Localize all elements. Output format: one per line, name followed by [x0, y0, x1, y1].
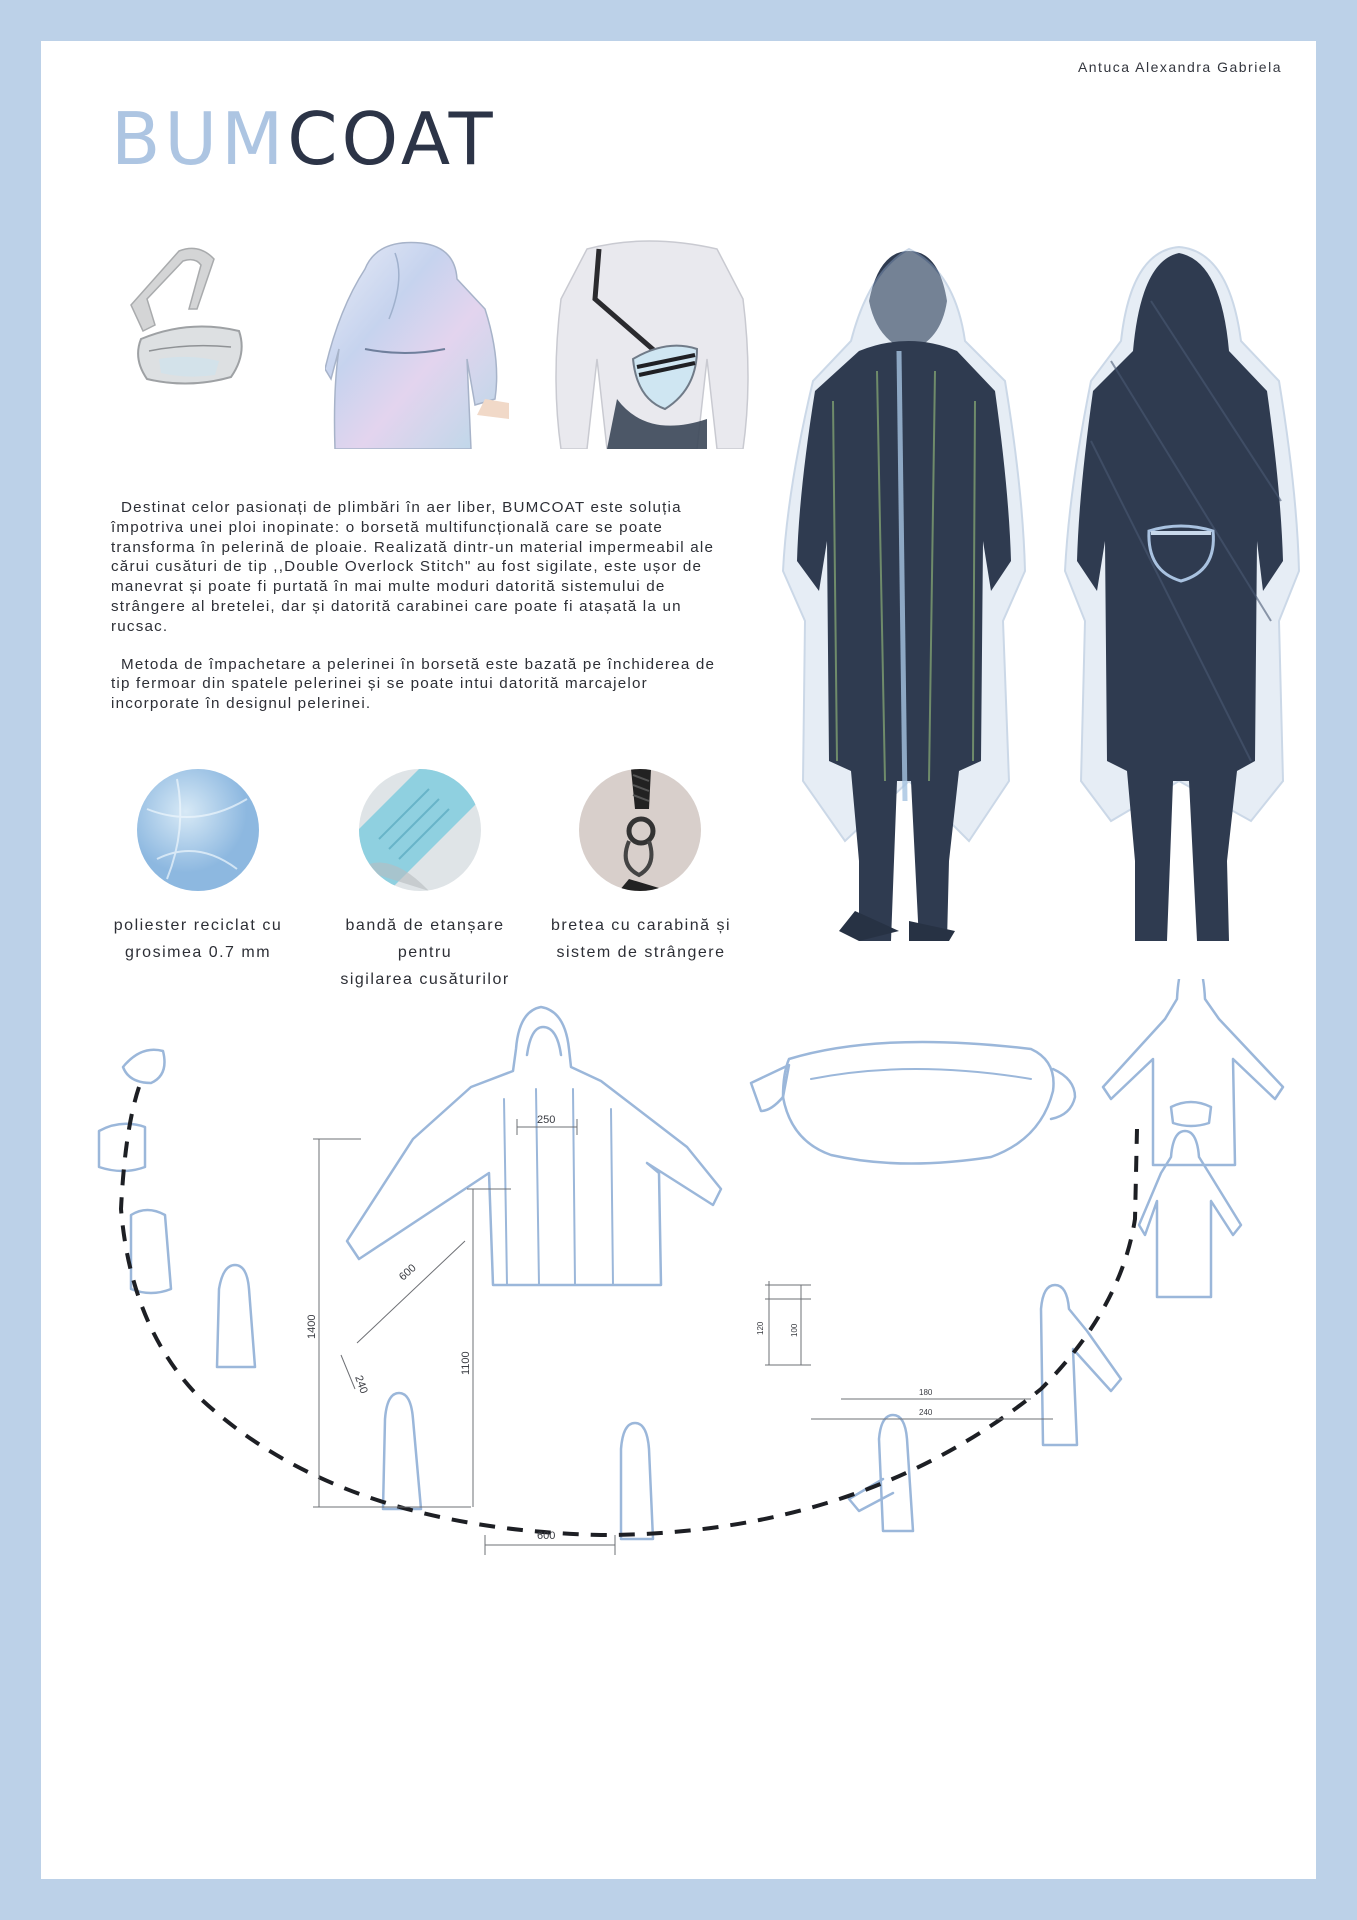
- description-paragraph-1: Destinat celor pasionați de plimbări în aer liber, BUMCOAT este soluția împotriva unei ploi inopinate: o borsetă multifuncțională care se poate transforma în pelerină de ploaie. Realizată dintr-un material impermeabil ale cărui cusături de tip ,,Double Overlock Stitch" au fost sigilate, este ușor de manevrat și poate fi purtată în mai multe moduri datorită sistemului de strângere al bretelei, dar și datorită carabinei care poate fi atașată la un rucsac.: [111, 499, 715, 635]
- bag-dim-height: 120: [756, 1321, 765, 1335]
- material-caption-1: poliester reciclat cu grosimea 0.7 mm: [113, 917, 283, 961]
- dim-width: 600: [537, 1530, 556, 1542]
- material-caption-2: bandă de etanșare pentru sigilarea cusăturilor: [340, 917, 510, 988]
- pack-step-2: [99, 1124, 145, 1171]
- bag-photo: [119, 239, 259, 449]
- material-polyester-swatch: [137, 769, 259, 891]
- raincoat-photo: [325, 239, 511, 449]
- pack-step-6: [621, 1423, 653, 1539]
- technical-diagram: [41, 979, 1316, 1879]
- dim-height: 1400: [306, 1314, 318, 1339]
- packing-sequence-arc: [121, 1087, 1137, 1535]
- description-paragraph-2: Metoda de împachetare a pelerinei în borsetă este bazată pe închiderea de tip fermoar din spatele pelerinei și se poate intui datorită marcajelor incorporate în designul pelerinei.: [111, 655, 716, 713]
- poster-sheet: [41, 41, 1316, 1879]
- pack-step-3: [131, 1210, 171, 1293]
- pack-step-8: [1041, 1285, 1121, 1445]
- page-title: [111, 97, 497, 181]
- strap-carabiner-swatch: [579, 769, 701, 891]
- title-part-bum: BUM: [111, 97, 288, 181]
- coat-outline: [347, 1007, 721, 1285]
- pack-step-5: [383, 1393, 421, 1509]
- title-part-coat: COAT: [287, 97, 497, 181]
- bag-dim-inner-width: 180: [919, 1388, 933, 1397]
- pack-step-4: [217, 1265, 255, 1367]
- worn-bag-photo: [547, 239, 757, 449]
- dim-hood: 250: [537, 1114, 556, 1126]
- bag-outline: [783, 1042, 1054, 1164]
- pack-step-1: [123, 1050, 165, 1083]
- figure-front-illustration: [759, 241, 1049, 941]
- seam-tape-swatch: [359, 769, 481, 891]
- description: [111, 498, 721, 732]
- author-name: Antuca Alexandra Gabriela: [1077, 59, 1282, 75]
- pack-step-9: [1139, 1131, 1241, 1297]
- dim-body: 1100: [460, 1351, 472, 1375]
- material-caption-3: bretea cu carabină și sistem de strângere: [550, 917, 732, 961]
- bag-dim-inner-height: 100: [790, 1323, 799, 1337]
- bag-dim-width: 240: [919, 1408, 933, 1417]
- dim-sleeve: 600: [396, 1262, 419, 1284]
- dim-cuff: 240: [352, 1373, 370, 1396]
- figure-back-illustration: [1051, 241, 1316, 941]
